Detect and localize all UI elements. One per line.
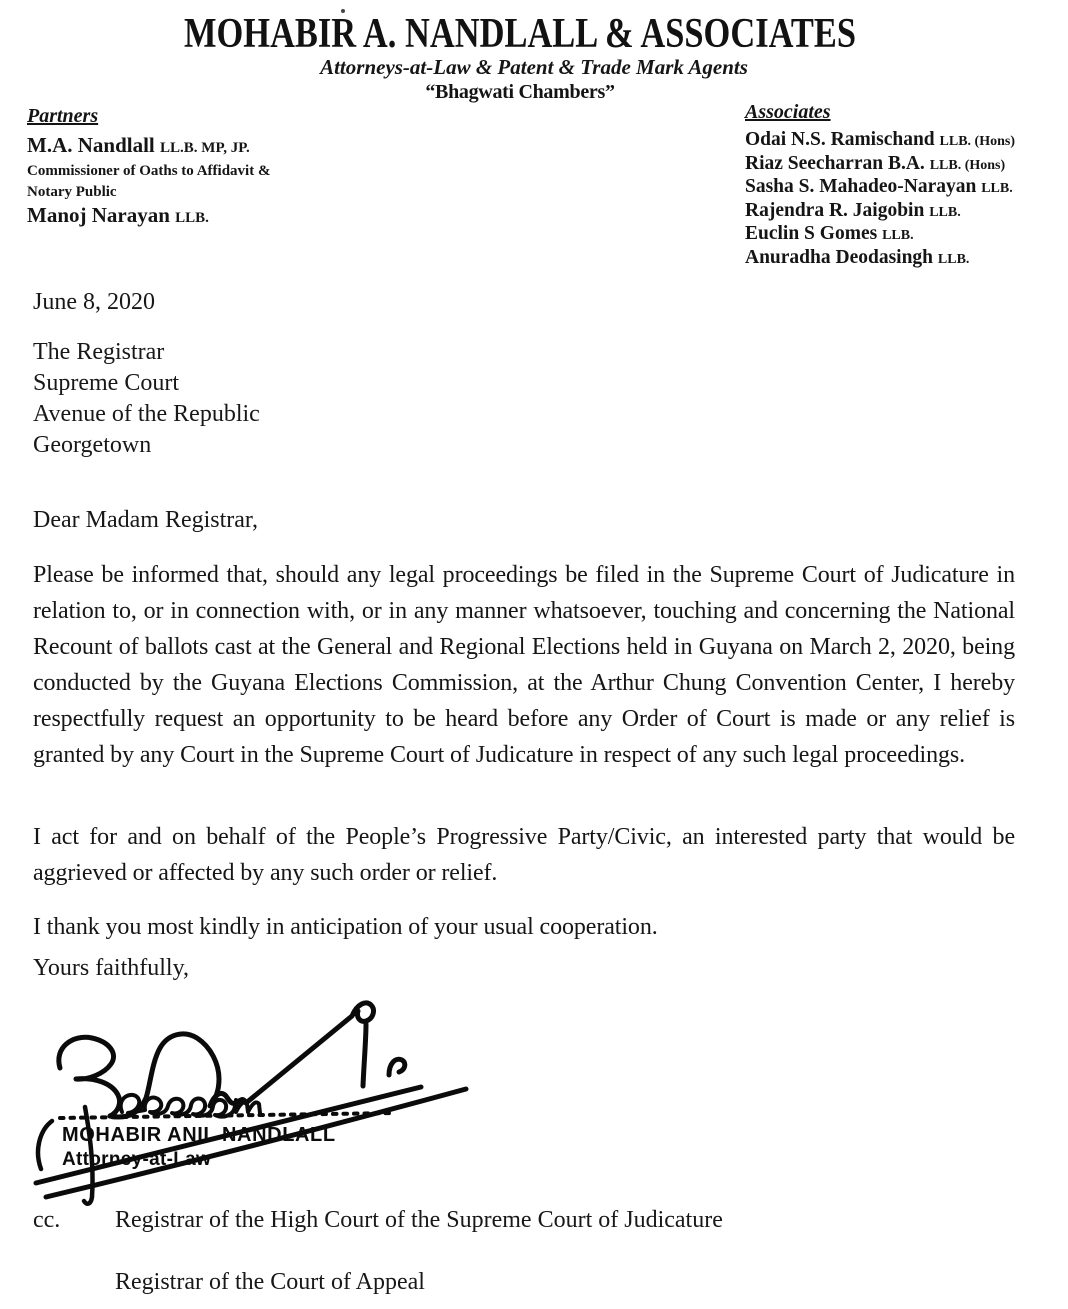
- associate-credentials: LLB. (Hons): [939, 134, 1015, 149]
- partner-credentials: LLB.: [175, 210, 209, 226]
- signature-graphic: [28, 985, 553, 1210]
- cc-label: cc.: [33, 1207, 61, 1233]
- partner-line: [27, 182, 270, 203]
- associate-credentials: LLB. (Hons): [929, 157, 1006, 173]
- cc-recipient: Registrar of the High Court of the Supreme Court of Judicature: [115, 1207, 723, 1233]
- associate-line: [745, 247, 1015, 271]
- recipient-line: Georgetown: [33, 432, 152, 458]
- recipient-line: The Registrar: [33, 339, 165, 365]
- body-paragraph: Please be informed that, should any legal proceedings be filed in the Supreme Court of Judicature in relation to, or in connection with, or in any manner whatsoever, touching and concerning the National Recount of ballots cast at the General and Regional Elections held in Guyana on March 2, 2020, being conducted by the Guyana Elections Commission, at the Arthur Chung Convention Center, I hereby respectfully request an opportunity to be heard before any Order of Court is made or any relief is granted by any Court in the Supreme Court of Judicature in respect of any such legal proceedings.: [33, 562, 1015, 768]
- associate-credentials: LLB.: [937, 251, 970, 267]
- partner-name: M.A. Nandlall: [27, 133, 155, 157]
- associate-name: Riaz Seecharran B.A.: [745, 152, 925, 174]
- salutation: Dear Madam Registrar,: [33, 507, 258, 533]
- recipient-line: Supreme Court: [33, 370, 179, 396]
- associate-name: Euclin S Gomes: [745, 223, 878, 244]
- firm-name: MOHABIR A. NANDLALL & ASSOCIATES: [183, 11, 857, 57]
- signature-stroke: [38, 1121, 52, 1169]
- associate-credentials: LLB.: [981, 181, 1013, 196]
- partner-name: Manoj Narayan: [27, 203, 170, 227]
- closing-line: Yours faithfully,: [33, 955, 190, 981]
- signature-stroke: [389, 1059, 405, 1075]
- associate-line: [745, 223, 1015, 247]
- signatory-name: MOHABIR ANIL NANDLALL: [62, 1124, 336, 1146]
- partner-line: [27, 203, 270, 231]
- associate-line: [745, 176, 1015, 200]
- firm-tagline: Attorneys-at-Law & Patent & Trade Mark Agents: [320, 55, 748, 79]
- firm-chambers: “Bhagwati Chambers”: [425, 81, 615, 103]
- partner-line: [27, 161, 270, 182]
- recipient-address: [33, 337, 260, 461]
- cc-recipient: Registrar of the Court of Appeal: [115, 1269, 425, 1295]
- associate-line: [745, 200, 1015, 224]
- partner-line: [27, 133, 270, 161]
- associate-name: Rajendra R. Jaigobin: [745, 199, 925, 221]
- associate-line: [745, 129, 1015, 153]
- partners-block: [27, 105, 270, 231]
- partners-heading: Partners: [27, 105, 99, 127]
- signature-stroke: [59, 1037, 120, 1116]
- cc-row: [33, 1207, 723, 1234]
- associate-name: Sasha S. Mahadeo-Narayan: [745, 176, 977, 197]
- partner-note: Commissioner of Oaths to Affidavit &: [27, 163, 271, 179]
- associates-block: [745, 101, 1015, 270]
- associates-heading: Associates: [745, 101, 831, 123]
- associate-name: Odai N.S. Ramischand: [745, 129, 935, 150]
- associate-line: [745, 153, 1015, 177]
- signatory-title: Attorney-at-Law: [62, 1149, 212, 1170]
- signature-stroke: [363, 1024, 366, 1086]
- associate-name: Anuradha Deodasingh: [745, 246, 934, 268]
- body-paragraph: I act for and on behalf of the People’s Progressive Party/Civic, an interested party that would be aggrieved or affected by any such order or relief.: [33, 824, 1015, 886]
- body-paragraph: I thank you most kindly in anticipation of your usual cooperation.: [33, 914, 658, 940]
- partner-note: Notary Public: [27, 184, 117, 200]
- associate-credentials: LLB.: [929, 204, 961, 220]
- associate-credentials: LLB.: [882, 228, 914, 243]
- recipient-line: Avenue of the Republic: [33, 401, 260, 427]
- partner-credentials: LL.B. MP, JP.: [160, 140, 250, 156]
- letter-date: June 8, 2020: [33, 289, 155, 315]
